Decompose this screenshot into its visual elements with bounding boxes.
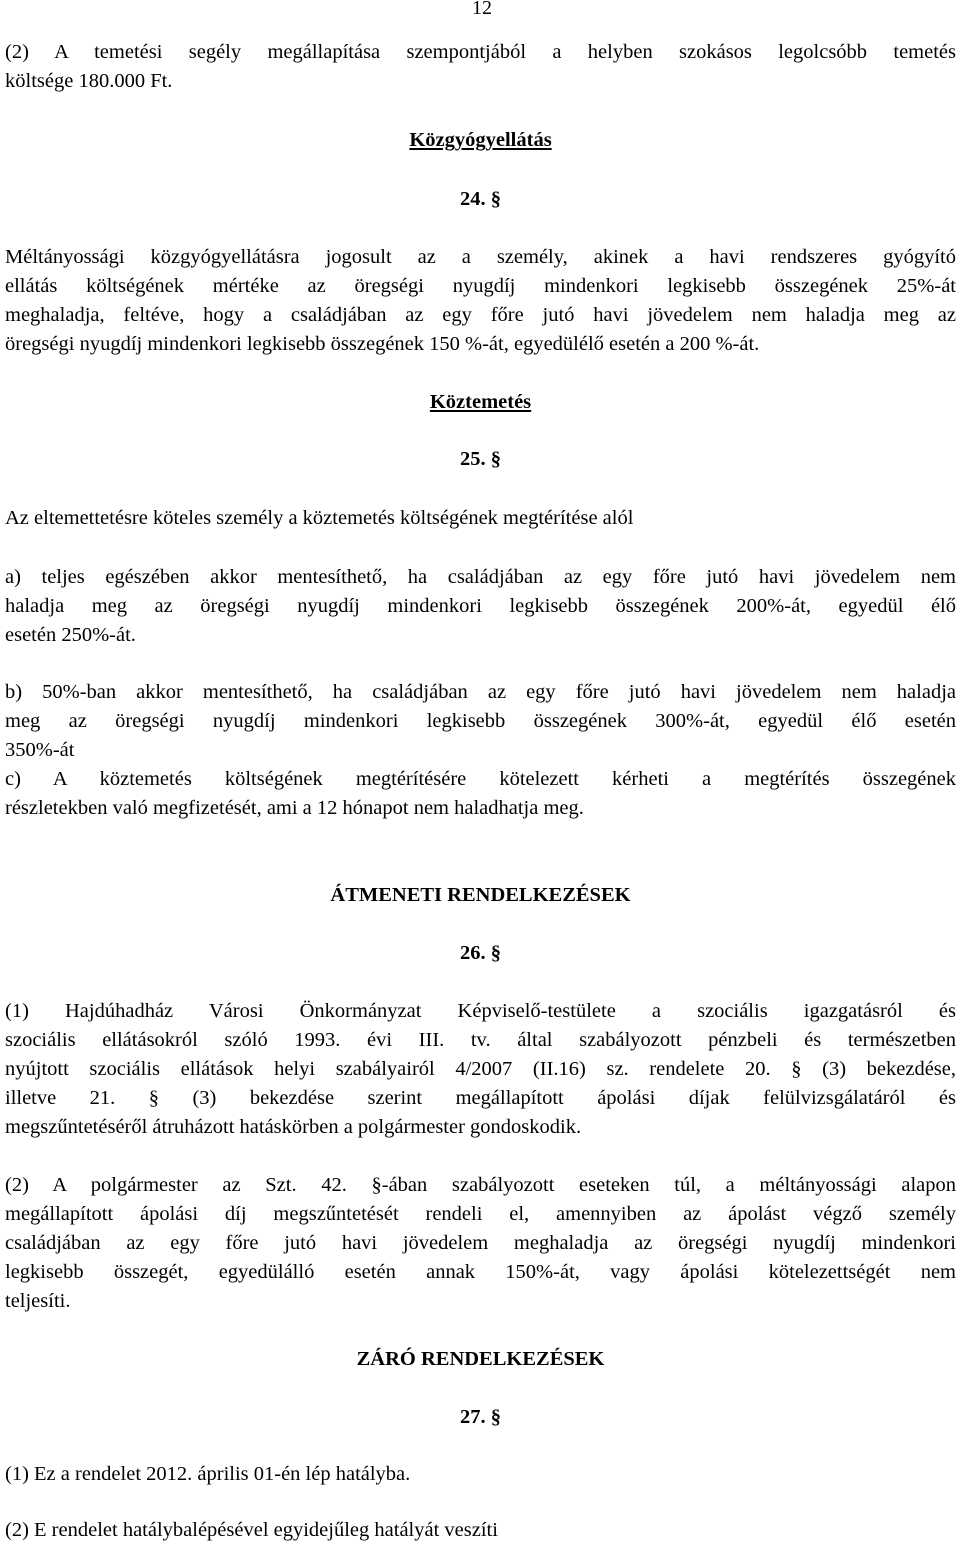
section-number-24: 24. § — [460, 188, 501, 210]
paragraph-line: b) 50%-ban akkor mentesíthető, ha családjában az egy főre jutó havi jövedelem nem haladja — [5, 681, 956, 703]
section-number-26: 26. § — [460, 942, 501, 964]
paragraph-line: Méltányossági közgyógyellátásra jogosult az a személy, akinek a havi rendszeres gyógyító — [5, 246, 956, 268]
paragraph-line: c) A köztemetés költségének megtérítésére kötelezett kérheti a megtérítés összegének — [5, 768, 956, 790]
paragraph-line: esetén 250%-át. — [5, 624, 136, 646]
paragraph-line: (2) A temetési segély megállapítása szempontjából a helyben szokásos legolcsóbb temetés — [5, 41, 956, 63]
section-heading-koztemetes: Köztemetés — [429, 391, 532, 413]
paragraph-line: meghaladja, feltéve, hogy a családjában az egy főre jutó havi jövedelem nem haladja meg az — [5, 304, 956, 326]
page-number: 12 — [472, 0, 492, 19]
section-heading-kozgyogyellatas: Közgyógyellátás — [409, 129, 552, 151]
section-heading-zaro: ZÁRÓ RENDELKEZÉSEK — [356, 1348, 605, 1370]
paragraph-line: a) teljes egészében akkor mentesíthető, ha családjában az egy főre jutó havi jövedelem nem — [5, 566, 956, 588]
paragraph-line: illetve 21. § (3) bekezdése szerint megállapított ápolási díjak felülvizsgálatáról és — [5, 1087, 956, 1109]
paragraph-line: ellátás költségének mértéke az öregségi nyugdíj mindenkori legkisebb összegének 25%-át — [5, 275, 956, 297]
paragraph-line: haladja meg az öregségi nyugdíj mindenkori legkisebb összegének 200%-át, egyedül élő — [5, 595, 956, 617]
section-number-27: 27. § — [460, 1406, 501, 1428]
paragraph-line: szociális ellátásokról szóló 1993. évi III. tv. által szabályozott pénzbeli és természetben — [5, 1029, 956, 1051]
paragraph-line: részletekben való megfizetését, ami a 12 hónapot nem haladhatja meg. — [5, 797, 584, 819]
paragraph-line: családjában az egy főre jutó havi jövedelem meghaladja az öregségi nyugdíj mindenkori — [5, 1232, 956, 1254]
paragraph-line: 350%-át — [5, 739, 75, 761]
paragraph-line: (1) Hajdúhadház Városi Önkormányzat Képviselő-testülete a szociális igazgatásról és — [5, 1000, 956, 1022]
paragraph-line: (1) Ez a rendelet 2012. április 01-én lép hatályba. — [5, 1463, 411, 1485]
paragraph-line: nyújtott szociális ellátások helyi szabályairól 4/2007 (II.16) sz. rendelete 20. § (3) bekezdése, — [5, 1058, 956, 1080]
paragraph-line: (2) A polgármester az Szt. 42. §-ában szabályozott eseteken túl, a méltányossági alapon — [5, 1174, 956, 1196]
section-heading-atmeneti: ÁTMENETI RENDELKEZÉSEK — [330, 884, 631, 906]
section-number-25: 25. § — [460, 448, 501, 470]
paragraph-line: megállapított ápolási díj megszűntetését rendeli el, amennyiben az ápolást végző személy — [5, 1203, 956, 1225]
paragraph-line: meg az öregségi nyugdíj mindenkori legkisebb összegének 300%-át, egyedül élő esetén — [5, 710, 956, 732]
paragraph-line: költsége 180.000 Ft. — [5, 70, 173, 92]
paragraph-line: legkisebb összegét, egyedülálló esetén annak 150%-át, vagy ápolási kötelezettségét nem — [5, 1261, 956, 1283]
paragraph-line: öregségi nyugdíj mindenkori legkisebb összegének 150 %-át, egyedülélő esetén a 200 %-át. — [5, 333, 760, 355]
paragraph-line: (2) E rendelet hatálybalépésével egyidejűleg hatályát veszíti — [5, 1519, 498, 1541]
paragraph-line: Az eltemettetésre köteles személy a köztemetés költségének megtérítése alól — [5, 507, 634, 529]
paragraph-line: megszűntetéséről átruházott hatáskörben a polgármester gondoskodik. — [5, 1116, 582, 1138]
paragraph-line: teljesíti. — [5, 1290, 71, 1312]
